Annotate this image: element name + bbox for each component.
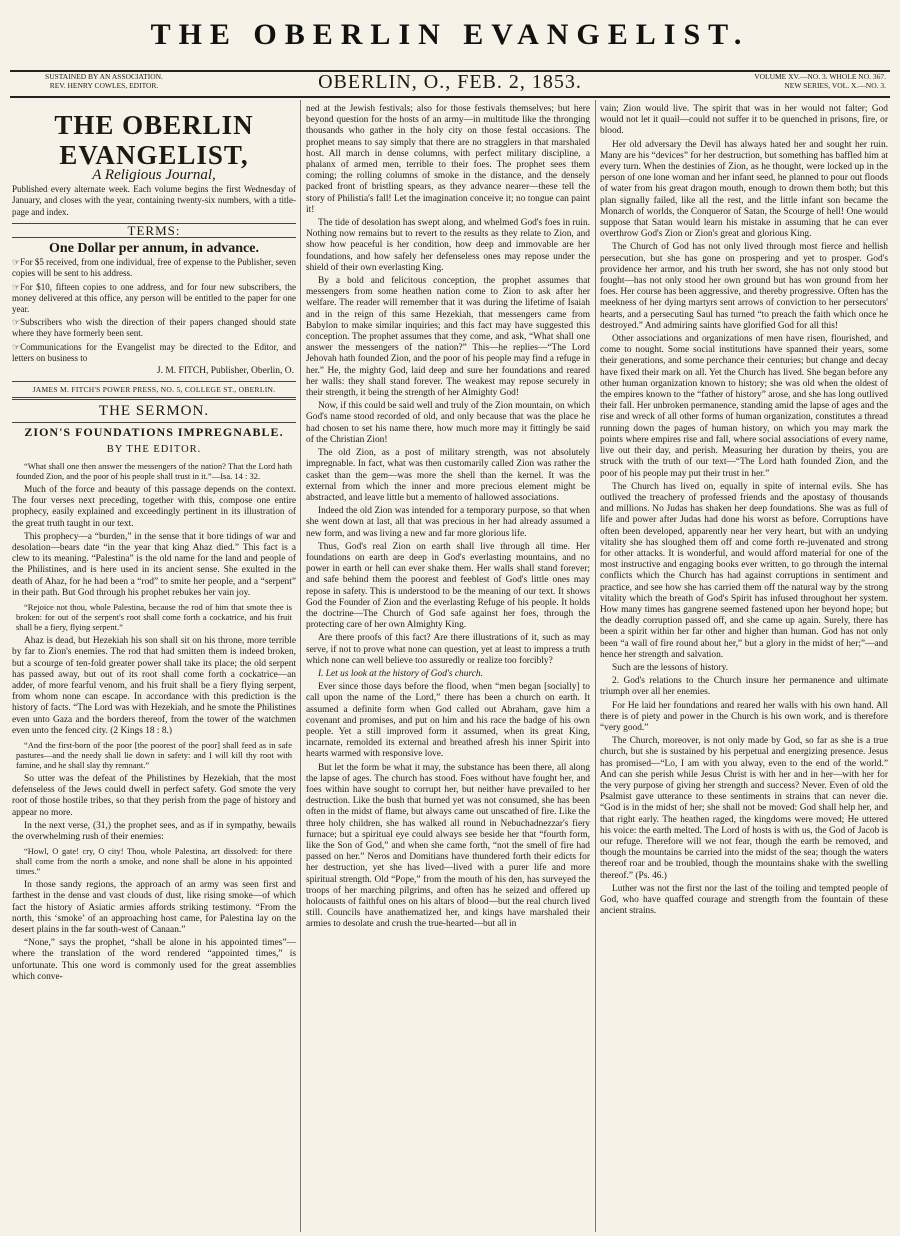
publisher-box-subtitle: A Religious Journal, bbox=[92, 167, 216, 183]
paragraph: In the next verse, (31,) the prophet sees, and as if in sympathy, bewails the overwhelming rush of their enemies: bbox=[12, 820, 296, 842]
press-line: JAMES M. FITCH'S POWER PRESS, NO. 5, COLLEGE ST., OBERLIN. bbox=[12, 381, 296, 400]
column-divider-1 bbox=[300, 100, 301, 1232]
paragraph: vain; Zion would live. The spirit that was in her would not falter; God would not let it quail—could not suffer it to be quenched in prisons, fire, or blood. bbox=[600, 104, 888, 137]
paragraph: This prophecy—a “burden,” in the sense that it bore tidings of war and desolation—bears date “in the year that king Ahaz died.” This fact is a clew to its meaning. “Palestina” is the old name for the land and people of the Philistines, and is here used in its ancient sense. She exulted in the death of Ahaz, for he had been a “rod” to smite her people, and a “serpent” in their path. But God through his prophet rebukes her vain joy. bbox=[12, 531, 296, 598]
paragraph: The Church, moreover, is not only made by God, so far as she is a true church, but she is sustained by his perpetual and energizing presence. Jesus has promised—“Lo, I am with you alway, even to the end of the world.” And can she perish while Jesus Christ is with her and in her—with her for the very purpose of giving her strength and success? Never. Even of old the Psalmist gave utterance to these sentiments in strains that can never die. “God is in the midst of her; she shall not be moved: God shall help her, and that right early. The heathen raged, the kingdoms were moved; He uttered his voice: the earth melted. The Lord of hosts is with us, the God of Jacob is our refuge. Therefore will we not fear, though the earth be removed, and though the mountains be carried into the midst of the sea; though the waters thereof roar and be troubled, though the mountains shake with the swelling thereof.” (Ps. 46.) bbox=[600, 736, 888, 881]
epigraph: “What shall one then answer the messengers of the nation? That the Lord hath founded Zion, and the poor of his people shall trust in it.”—Isa. 14 : 32. bbox=[16, 461, 292, 482]
paragraph: “None,” says the prophet, “shall be alone in his appointed times”—where the translation of the word rendered “appointed times,” is unfortunate. This one word is commonly used for the great assemblies which conve- bbox=[12, 938, 296, 982]
paragraph: Other associations and organizations of men have risen, flourished, and come to nought. Some social institutions have spanned their years, some their generations, and some perchance their centuries; but change and decay have fixed their mark on all. Yet the Church has lived. She began before any other human organization known to history; she was old when the oldest of the empires known to the “father of history” arose, and she has long outlived their fall. Her unbroken permanence, standing amid the lapse of ages and the rise and wreck of all other forms of human organization, constitutes a thread running down the pages of human history, on which you may mark the points where empires rise and fall, where social associations of every name, live out their day, and perish. Measuring her duration by theirs, you are struck with the truth of our text—“The Lord hath founded Zion, and the poor of his people may put their trust in her.” bbox=[600, 334, 888, 479]
series-number: NEW SERIES, VOL. X.—NO. 3. bbox=[784, 81, 886, 90]
notice-fifteen-copies: ☞For $10, fifteen copies to one address, and for four new subscribers, the money delivered at this office, any person will be entitled to the paper for one year. bbox=[12, 281, 296, 315]
column-divider-2 bbox=[595, 100, 596, 1232]
sermon-title: ZION'S FOUNDATIONS IMPREGNABLE. bbox=[12, 422, 296, 438]
paragraph: For He laid her foundations and reared her walls with his own hand. All there is of piety and power in the Church is his own work, and is therefore “very good.” bbox=[600, 700, 888, 733]
dateline-row bbox=[10, 72, 890, 94]
sustained-by: SUSTAINED BY AN ASSOCIATION. bbox=[45, 72, 163, 81]
column-2-text bbox=[306, 104, 590, 931]
column-2 bbox=[306, 104, 590, 1232]
publication-note: Published every alternate week. Each volume begins the first Wednesday of January, and closes with the year, containing twenty-six numbers, with a title-page and index. bbox=[12, 184, 296, 217]
paragraph: Such are the lessons of history. bbox=[612, 662, 729, 673]
byline: BY THE EDITOR. bbox=[106, 443, 202, 455]
editor-line: REV. HENRY COWLES, EDITOR. bbox=[49, 81, 159, 90]
scripture-quote: “And the first-born of the poor [the poorest of the poor] shall feed as in safe pastures—and the needy shall lie down in safety: and I will kill thy root with famine, and he shall slay thy remnant.” bbox=[16, 739, 292, 770]
section-point-heading: I. Let us look at the history of God's church. bbox=[318, 668, 483, 679]
paragraph: The Church has lived on, equally in spite of internal evils. She has outlived the treachery of professed friends and the apostasy of thousands and millions. No Judas has shaken her deep foundations. She was as full of life and power after Judas had done his worst as before. Corruptions have often been developed, apparently near her very heart, but with an undying vitality she has sloughed them off and come forth re-juvenated and strong for other attacks. It is wonderful, and would afford material for one of the most instructive and engaging books ever written, to go through the internal conflicts which the Church has had against corruptions in sentiment and practice, and see how she has carried them off the natural way by the strong vitality which the breath of God's Spirit has infused throughout her system. How many times has gangrene seemed fastened upon her beyond hope; but the deadly corruption passed off, and she came up again. Surely, there has been a spirit within her far other and higher than human. God has not only been “a wall of fire round about her,” but a glory in the midst of her;”—and hence her strength and salvation. bbox=[600, 481, 888, 660]
paragraph: Ever since those days before the flood, when “men began [socially] to call upon the name of the Lord,” there has been a church on earth. It assumed a definite form when God called out Abraham, gave him a covenant and promises, and put on him and his race the badge of his own people. Yet a still improved form it assumed, when its great King, incarnate, remolded its external and breathed afresh his inner Spirit into hearts warmed with responsive love. bbox=[306, 682, 590, 760]
paragraph: Indeed the old Zion was intended for a temporary purpose, so that when she went down at last, all that was precious in her had already assumed a new form, and was living a new and far more glorious life. bbox=[306, 506, 590, 539]
paragraph: Much of the force and beauty of this passage depends on the context. The four verses next preceding, together with this, compose one entire prophecy, easily explained and exceedingly pertinent in its illustration of the great truth taught in our text. bbox=[12, 485, 296, 529]
masthead-rule-bottom bbox=[10, 96, 890, 98]
paragraph: So utter was the defeat of the Philistines by Hezekiah, that the most defenseless of the Jews could dwell in perfect safety. God smote the very root of those hostile tribes, so that they perish from the page of history and appear no more. bbox=[12, 773, 296, 818]
paragraph: Now, if this could be said well and truly of the Zion mountain, on which God's name stood recorded of old, and only because that was the place he had chosen to set his name there, how much more may it fittingly be said of the Christian Zion! bbox=[306, 401, 590, 445]
dateline: OBERLIN, O., FEB. 2, 1853. bbox=[318, 71, 582, 93]
section-heading: THE SERMON. bbox=[98, 403, 210, 420]
volume-line bbox=[686, 72, 886, 90]
column-1 bbox=[12, 104, 296, 1232]
publisher-signature: J. M. FITCH, Publisher, Oberlin, O. bbox=[156, 366, 294, 377]
subscription-price: One Dollar per annum, in advance. bbox=[49, 241, 259, 257]
column-1-text bbox=[12, 485, 296, 983]
masthead-title: THE OBERLIN EVANGELIST. bbox=[150, 18, 750, 51]
paragraph: Her old adversary the Devil has always hated her and sought her ruin. Many are his “devices” for her destruction, but something has baffled him at every turn. When the destinies of Zion, as he thought, were locked up in the person of one lone woman and her infant seed, he planned to pour out floods of water from his great dragon mouth, enough to drown them both; but this plan signally failed, like all the rest, and the little infant son became the Monarch of worlds, the Conqueror of Satan, the Scourge of hell! One would suppose that Satan would learn his mistake in assuming that he can ever overthrow God's Zion or Zion's great and glorious King. bbox=[600, 139, 888, 240]
paragraph: The old Zion, as a post of military strength, was not absolutely impregnable. In fact, what was then customarily called Zion was rather the casket than the gem—was more the shell than the kernel. It was the external from which the inner and more precious element might be abstracted, and leave little but a memento of hallowed associations. bbox=[306, 448, 590, 503]
paragraph: 2. God's relations to the Church insure her permanence and ultimate triumph over all her enemies. bbox=[600, 676, 888, 698]
paragraph: Are there proofs of this fact? Are there illustrations of it, such as may serve, if not to prove what none can question, yet at least to impress a truth which none can well believe too assuredly or realize too forcibly? bbox=[306, 633, 590, 666]
paragraph: Luther was not the first nor the last of the toiling and tempted people of God, who have quaffed courage and strength from the fountain of these ancient strains. bbox=[600, 883, 888, 917]
column-3-text bbox=[600, 104, 888, 917]
notice-direction-change: ☞Subscribers who wish the direction of their papers changed should state where they have formerly been sent. bbox=[12, 317, 296, 339]
scripture-quote: “Howl, O gate! cry, O city! Thou, whole Palestina, art dissolved: for there shall come from the north a smoke, and none shall be alone in his appointed times.” bbox=[16, 846, 292, 877]
terms-heading: TERMS: bbox=[12, 223, 296, 238]
volume-number: VOLUME XV.—NO. 3. WHOLE NO. 367. bbox=[754, 72, 886, 81]
paragraph: ned at the Jewish festivals; also for those festivals themselves; but here beyond question for the hosts of an army—in multitude like the thronging thousands who gather in the holy city on those festal occasions. The prophet means to say simply that there are no stragglers in that marshaled host. All march in dense columns, with perfect military discipline, a phalanx of armed men, terrible to their foes. The prophet sees them coming; the rolling columns of smoke in the distance, and the densely packed front of bristling spears, as they advance nearer—these tell the story of Philistia's fall! Let the imagination conceive it; no tongue can paint it! bbox=[306, 104, 590, 215]
paragraph: Ahaz is dead, but Hezekiah his son shall sit on his throne, more terrible by far to Zion's enemies. The rod that had smitten them is indeed broken, but a scourge of ten-fold greater power shall take its place; the old serpent has passed away, but out of its root shall come forth a cockatrice—an adder, of more fearful venom, and his fruit shall be a fiery flying serpent, from whom none can escape. In accordance with this prediction is the history of facts. “The Lord was with Hezekiah, and he smote the Philistines even unto Gaza and the borders thereof, from the tower of the watchmen even unto the fenced city. (2 Kings 18 : 8.) bbox=[12, 636, 296, 736]
notice-communications: ☞Communications for the Evangelist may be directed to the Editor, and letters on business to bbox=[12, 341, 296, 363]
paragraph: But let the form be what it may, the substance has been there, all along the lapse of ages. The church has stood. Foes without have fought her, and foes within have sought to corrupt her, but neither have prevailed to her destruction. Like the bush that burned yet was not consumed, she has been often in the midst of flame, but always came out unscathed of fire. Like the three holy children, she has walked all round in Nebuchadnezzar's fiery furnace; but a spiritual eye could always see beside her that “fourth form, like the Son of God,” and when she came forth, “not the smell of fire had passed on her.” Neros and Domitians have thundered forth their edicts for her destruction, yet she has lived—lived with a purer life and more spiritual strength. Old “Pope,” from the mouth of his den, has surveyed the troops of her marching pilgrims, and often has he seized and offered up holocausts of faithful ones on his altars of blood—but the real church lived still. Councils have anathematized her, and kings have marshaled their armies to desolate and crush the true-hearted—but all in bbox=[306, 762, 590, 930]
paragraph: By a bold and felicitous conception, the prophet assumes that messengers from some heathen nation come to Zion to ask after her welfare. The reader will remember that it was during the lifetime of Isaiah and in the reign of this same Hezekiah, that messengers came from Babylon to make similar inquiries; and this fact may have suggested this conception. The prophet assumes that they come, and ask, “What shall one answer the messengers of the nation?” This—he replies—“The Lord Jehovah hath founded Zion, and the poor of his people may find a refuge in her.” He, the mighty God, laid deep and sure her foundations and reared her walls: they shall stand forever. The weakest may repose securely in their strength, it being the strength of her Almighty God! bbox=[306, 276, 590, 399]
paragraph: In those sandy regions, the approach of an army was seen first and farthest in the dense and vast clouds of dust, like rising smoke—of which fact the history of Asiatic armies affords striking testimony. “From the north, this ‘smoke’ of an approaching host came, for Palestina lay on the desert plains in the far south-west of Canaan.” bbox=[12, 880, 296, 935]
column-3 bbox=[600, 104, 888, 1232]
paragraph: The tide of desolation has swept along, and whelmed God's foes in ruin. Nothing now remains but to revert to the results as they relate to Zion, and show how peaceful is her condition, how deep and immovable are her foundations, and how safely her defenseless ones may repose under the shield of their own everlasting King. bbox=[306, 218, 590, 273]
publisher-box-title: THE OBERLIN EVANGELIST, bbox=[54, 110, 254, 170]
scripture-quote: “Rejoice not thou, whole Palestina, because the rod of him that smote thee is broken: for out of the serpent's root shall come forth a cockatrice, and his fruit shall be a fiery, flying serpent.” bbox=[16, 602, 292, 633]
notice-seven-copies: ☞For $5 received, from one individual, free of expense to the Publisher, seven copies will be sent to his address. bbox=[12, 257, 296, 279]
paragraph: The Church of God has not only lived through most fierce and hellish persecution, but she has gone on prospering and yet to prosper. God's providence her armor, and his truth her sword, she has not only stood but fought—has not only stood her own ground but has won ground from her foes. Her course has been aggressive, and thereby progressive. Often has the meekness of her dying martyrs sent arrows of conviction to her persecutors' hearts, and a persecuting Saul has turned “to preach the faith which once he destroyed.” And admiring saints have glorified God for all this! bbox=[600, 242, 888, 331]
paragraph: Thus, God's real Zion on earth shall live through all time. Her foundations on earth are deep in God's everlasting mountains, and no power in earth or hell can ever shake them. Her walls shall stand forever; and safe behind them the poorest and feeblest of God's little ones may repose in safety. This is understood to be the meaning of our text. It shows God the Founder of Zion and the everlasting Refuge of his people. It holds the doctrine—The Church of God safe against her foes, through the protecting care of her own Almighty King. bbox=[306, 541, 590, 631]
